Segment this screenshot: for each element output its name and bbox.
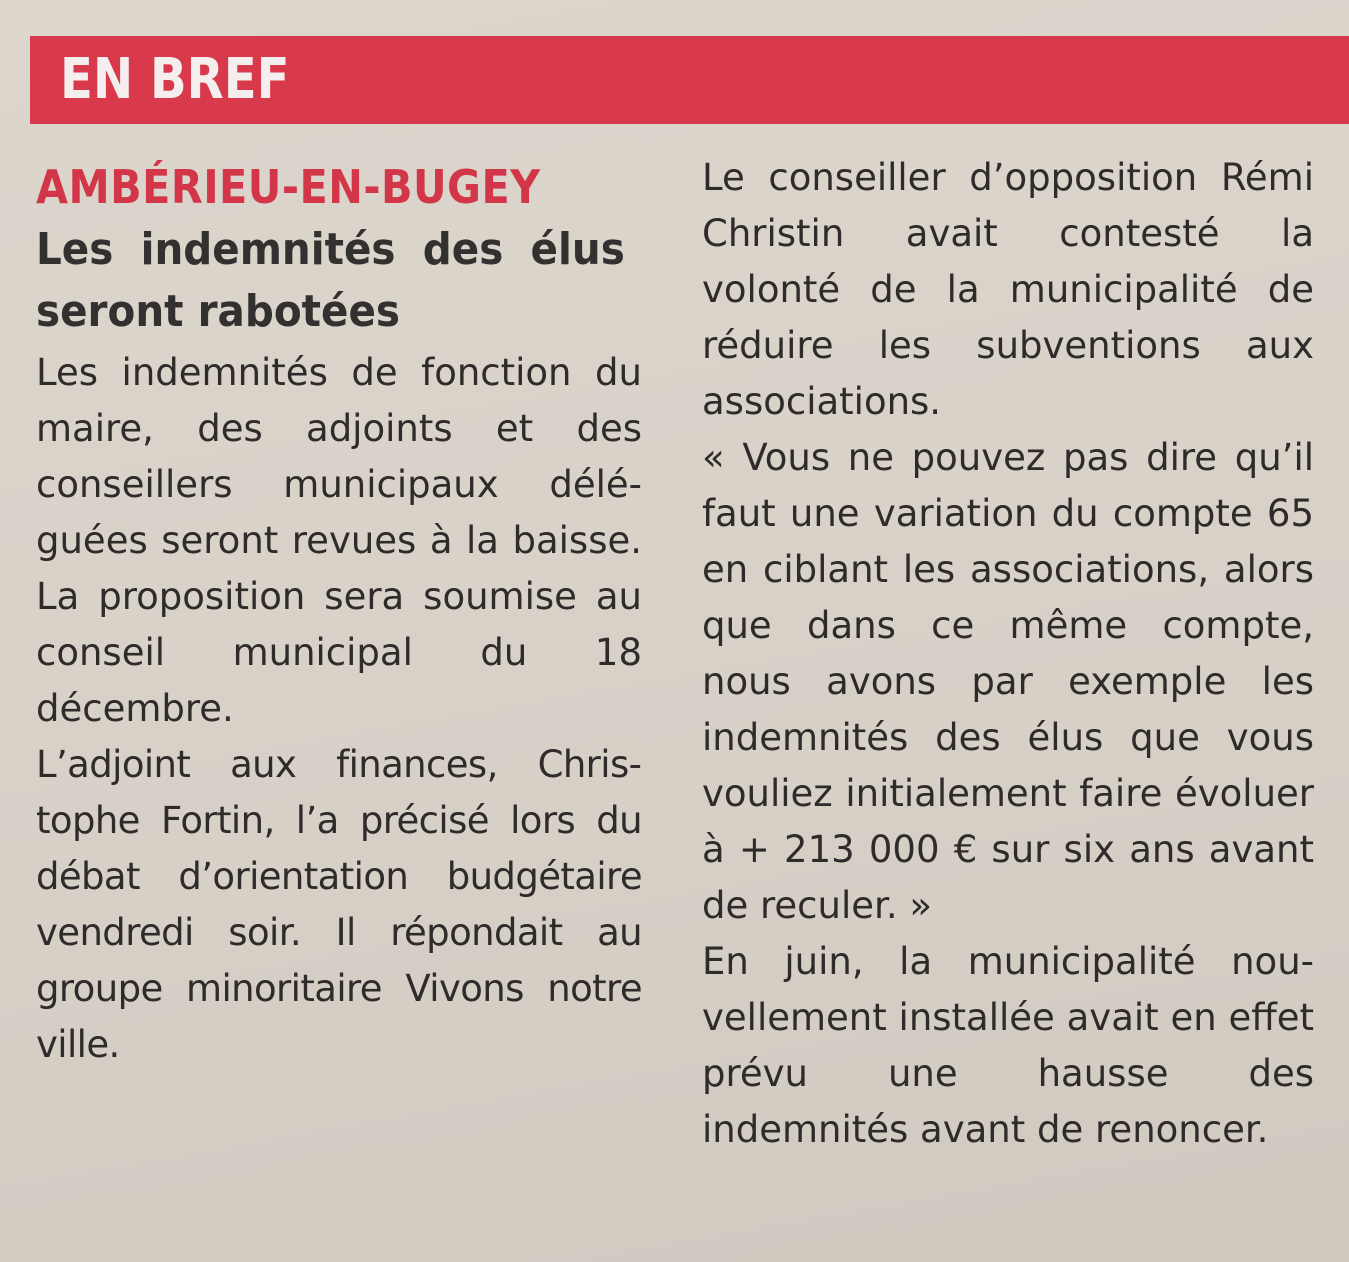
article-headline: Les indemnités des élus seront rabotées [36,224,625,337]
article-paragraph-3: Le conseiller d’opposition Rémi Christin avait contesté la volonté de la municipalité de réduire les subventions aux associations. [702,156,1314,423]
section-banner [30,36,1349,124]
article-kicker: AMBÉRIEU-EN-BUGEY [36,160,541,214]
article-paragraph-5: En juin, la municipalité nouvellement installée avait en effet prévu une hausse des indemnités avant de renoncer. [702,940,1314,1151]
article-paragraph-4: « Vous ne pouvez pas dire qu’il faut une variation du compte 65 en ciblant les associations, alors que dans ce même compte, nous avons par exemple les indemnités des élus que vous vouliez initialement faire évoluer à + 213 000 € sur six ans avant de reculer. » [702,436,1314,927]
article-column-right [702,150,1314,1158]
article-column-left [36,155,642,1073]
article-paragraph-1: Les indemnités de fonction du maire, des adjoints et des conseillers municipaux déléguées seront revues à la baisse. La proposition sera soumise au conseil municipal du 18 décembre. [36,351,642,730]
article-paragraph-2: L’adjoint aux finances, Christophe Fortin, l’a précisé lors du débat d’orientation budgétaire vendredi soir. Il répondait au groupe minoritaire Vivons notre ville. [36,743,642,1066]
section-label: EN BREF [60,47,290,112]
